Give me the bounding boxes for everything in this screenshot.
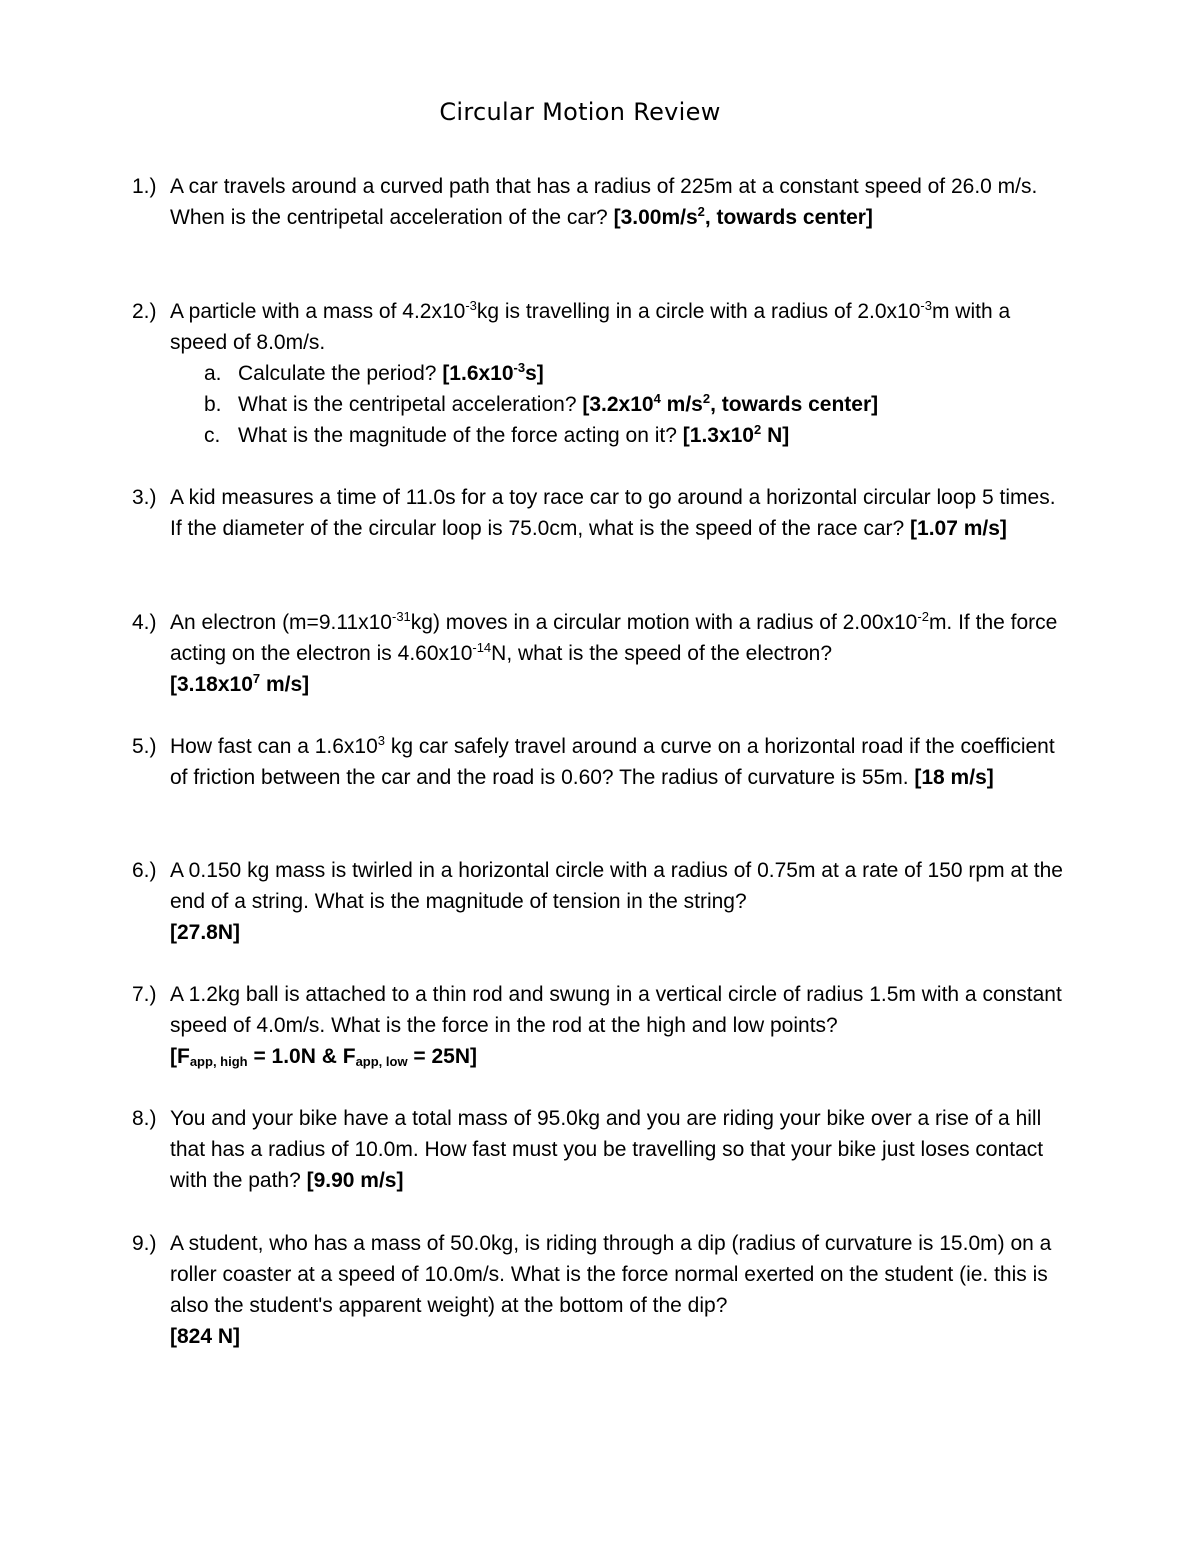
question-6: [132, 855, 1072, 948]
question-number: 4.): [132, 611, 157, 634]
question-number: 9.): [132, 1232, 157, 1255]
answer: [1.07 m/s]: [910, 517, 1007, 540]
question-2: [132, 296, 1072, 451]
question-number: 5.): [132, 735, 157, 758]
question-3: [132, 482, 1072, 544]
question-number: 6.): [132, 859, 157, 882]
question-number: 3.): [132, 486, 157, 509]
answer: [18 m/s]: [914, 766, 994, 789]
question-text: A car travels around a curved path that has a radius of 225m at a constant speed of 26.0 m/s. When is the centripetal acceleration of the car? [$3.00m/s^2$, towards center]: [170, 175, 1038, 229]
answer: $[1.6x10^{-3}s]$: [442, 360, 544, 385]
question-text: You and your bike have a total mass of 95.0kg and you are riding your bike over a rise of a hill that has a radius of 10.0m. How fast must you be travelling so that your bike just loses contact with the path? [9.90 m/s]: [170, 1107, 1044, 1192]
answer: [9.90 m/s]: [306, 1169, 404, 1192]
question-1: [132, 171, 1072, 233]
question-number: 2.): [132, 300, 157, 323]
question-text: A student, who has a mass of 50.0kg, is riding through a dip (radius of curvature is 15.0m) on a roller coaster at a speed of 10.0m/s. What is the force normal exerted on the student (ie. this is also the student's apparent weight) at the bottom of the dip? [824 N]: [170, 1232, 1052, 1348]
question-text: An electron $(m=9.11x10^{-31}kg)$ moves in a circular motion with a radius of $2.00x10^{-2}m$. If the force acting on the electron is $4.60x10^{-14}N$, what is the speed of the electron? [$3.18x10^7$ m/s]: [170, 609, 1058, 696]
question-number: 1.): [132, 175, 157, 198]
question-4: [132, 607, 1072, 700]
answer: [$3.18x10^7$ m/s]: [170, 671, 310, 696]
sub-question-c: c. What is the magnitude of the force acting on it? [$1.3x10^2$ N]: [204, 422, 790, 447]
question-5: [132, 731, 1072, 793]
answer: [$1.3x10^2$ N]: [682, 422, 790, 447]
sub-question-b: b. What is the centripetal acceleration? [$3.2x10^4$ $m/s^2$, towards center]: [204, 391, 879, 416]
answer: [$F_{app, high} = 1.0N$ & $F_{app, low} = 25N$]: [170, 1045, 478, 1069]
answer: [$3.2x10^4$ $m/s^2$, towards center]: [582, 391, 879, 416]
question-text: A kid measures a time of 11.0s for a toy race car to go around a horizontal circular loop 5 times. If the diameter of the circular loop is 75.0cm, what is the speed of the race car? [1.07 m/s]: [170, 486, 1056, 540]
question-text: How fast can a $1.6x10^3$ kg car safely travel around a curve on a horizontal road if the coefficient of friction between the car and the road is 0.60? The radius of curvature is 55m. [18 m/s]: [170, 733, 1055, 789]
sub-question-a: a. Calculate the period? $[1.6x10^{-3}s]$: [204, 360, 544, 385]
answer: [824 N]: [170, 1325, 241, 1348]
question-text: A 1.2kg ball is attached to a thin rod and swung in a vertical circle of radius 1.5m with a constant speed of 4.0m/s. What is the force in the rod at the high and low points? [$F_{app, high} = 1.0N$ & $F_{app, low} = 25N$]: [170, 983, 1062, 1069]
question-text: A 0.150 kg mass is twirled in a horizontal circle with a radius of 0.75m at a rate of 150 rpm at the end of a string. What is the magnitude of tension in the string? [27.8N]: [170, 859, 1063, 944]
question-number: 7.): [132, 983, 157, 1006]
question-text: A particle with a mass of $4.2x10^{-3}kg$ is travelling in a circle with a radius of $2.0x10^{-3}m$ with a speed of 8.0m/s.: [170, 298, 1011, 354]
answer: [$3.00m/s^2$, towards center]: [613, 204, 873, 229]
question-7: [132, 979, 1072, 1072]
question-9: [132, 1228, 1072, 1352]
answer: [27.8N]: [170, 921, 241, 944]
question-8: [132, 1103, 1072, 1196]
question-number: 8.): [132, 1107, 157, 1130]
page-title: Circular Motion Review: [439, 98, 721, 126]
